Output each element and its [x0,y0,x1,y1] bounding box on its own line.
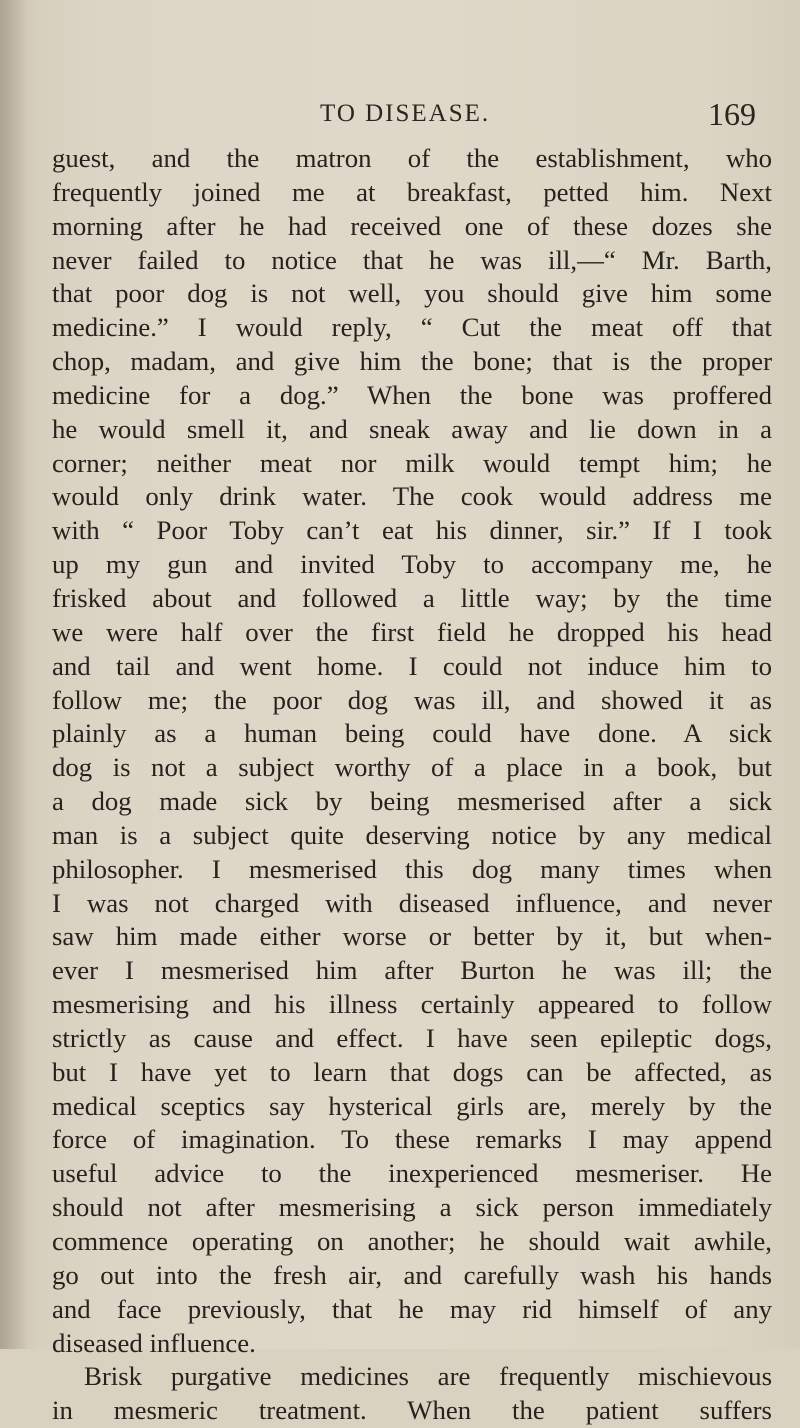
text-line: chop, madam, and give him the bone; that is the proper [52,346,772,377]
text-line: ever I mesmerised him after Burton he was ill; the [52,955,772,986]
text-line: a dog made sick by being mesmerised after a sick [52,786,772,817]
text-line: I was not charged with diseased influence, and never [52,887,772,918]
text-line: but I have yet to learn that dogs can be affected, as [52,1056,772,1087]
text-line: plainly as a human being could have done. A sick [52,718,772,749]
text-line: in mesmeric treatment. When the patient suffers [52,1395,772,1426]
text-line: philosopher. I mesmerised this dog many times when [52,853,772,884]
text-line: medicine for a dog.” When the bone was proffered [52,379,772,410]
paragraph-start-line: Brisk purgative medicines are frequently mischievous [84,1361,772,1392]
paragraph-end-line: diseased influence. [52,1327,256,1358]
text-line: and tail and went home. I could not induce him to [52,650,772,681]
text-line: useful advice to the inexperienced mesmeriser. He [52,1158,772,1189]
text-line: follow me; the poor dog was ill, and showed it as [52,684,772,715]
text-line: and face previously, that he may rid himself of any [52,1293,772,1324]
text-line: medical sceptics say hysterical girls are, merely by the [52,1090,772,1121]
text-line: medicine.” I would reply, “ Cut the meat off that [52,312,772,343]
text-line: we were half over the first field he dropped his head [52,616,772,647]
text-line: force of imagination. To these remarks I may append [52,1124,772,1155]
text-line: should not after mesmerising a sick person immediately [52,1192,772,1223]
text-line: mesmerising and his illness certainly appeared to follow [52,989,772,1020]
text-line: guest, and the matron of the establishment, who [52,143,772,173]
text-line: that poor dog is not well, you should give him some [52,278,772,309]
text-line: with “ Poor Toby can’t eat his dinner, sir.” If I took [52,515,772,546]
running-head-title: TO DISEASE. [320,100,491,127]
text-line: never failed to notice that he was ill,—“ Mr. Barth, [52,244,772,275]
text-line: frequently joined me at breakfast, petted him. Next [52,176,772,207]
text-line: go out into the fresh air, and carefully wash his hands [52,1259,772,1290]
gutter-shadow [0,0,28,1349]
body-text [52,142,772,1428]
page-number: 169 [708,96,756,132]
text-line: strictly as cause and effect. I have seen epileptic dogs, [52,1022,772,1053]
text-line: would only drink water. The cook would address me [52,481,772,512]
text-line: up my gun and invited Toby to accompany me, he [52,549,772,580]
text-line: morning after he had received one of these dozes she [52,210,772,241]
text-line: saw him made either worse or better by it, but when- [52,921,772,952]
text-line: he would smell it, and sneak away and lie down in a [52,413,772,444]
text-line: corner; neither meat nor milk would tempt him; he [52,447,772,478]
text-line: frisked about and followed a little way; by the time [52,582,772,613]
text-line: dog is not a subject worthy of a place in a book, but [52,752,772,783]
text-line: commence operating on another; he should wait awhile, [52,1226,772,1256]
running-head [0,96,800,140]
text-line: man is a subject quite deserving notice by any medical [52,819,772,850]
